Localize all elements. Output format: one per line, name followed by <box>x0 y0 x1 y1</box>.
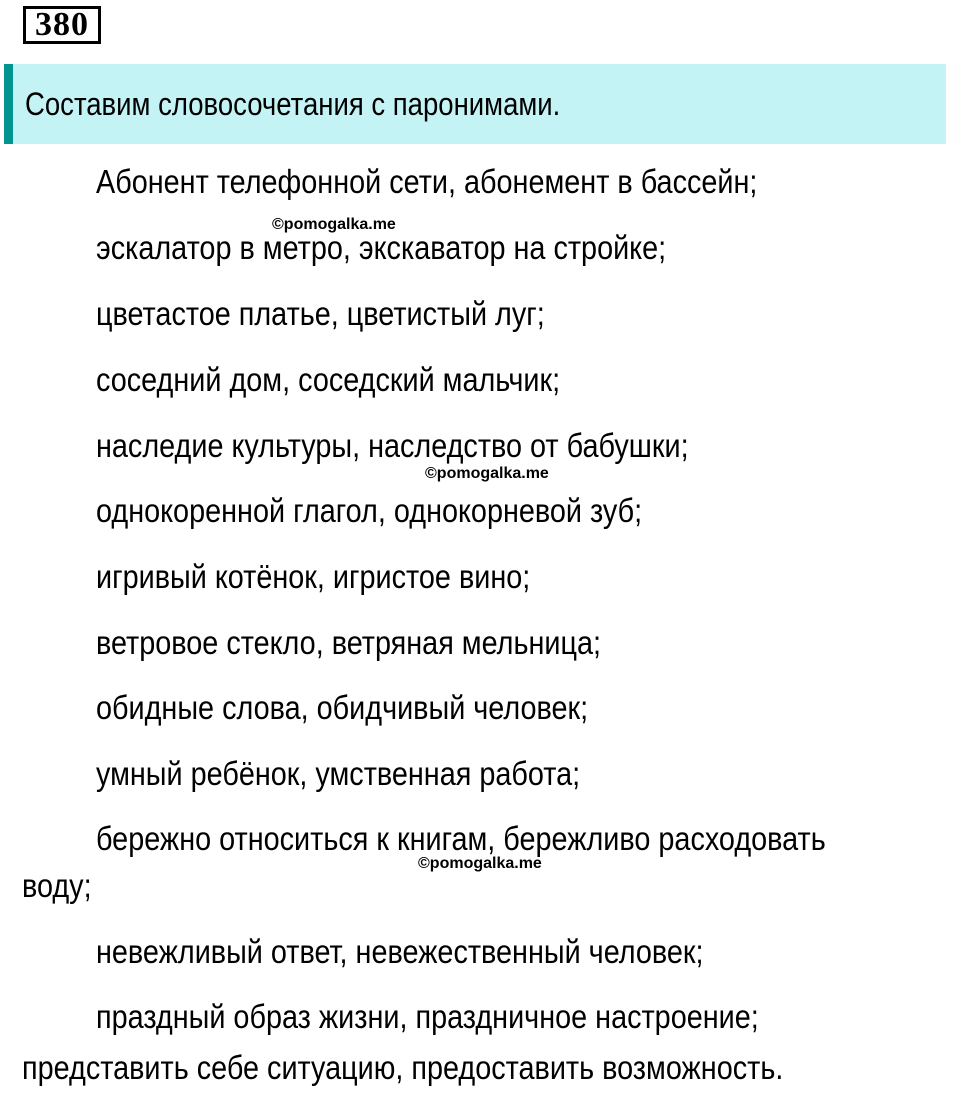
answer-line: цветастое платье, цветистый луг; <box>96 296 545 333</box>
answer-line: эскалатор в метро, экскаватор на стройке; <box>96 230 667 267</box>
answer-line: игривый котёнок, игристое вино; <box>96 559 531 596</box>
watermark: ©pomogalka.me <box>425 465 549 482</box>
answer-line: обидные слова, обидчивый человек; <box>96 690 589 727</box>
watermark: ©pomogalka.me <box>272 216 396 233</box>
task-banner <box>4 64 946 144</box>
answer-line: ветровое стекло, ветряная мельница; <box>96 625 602 662</box>
task-instruction: Составим словосочетания с паронимами. <box>25 86 561 122</box>
answer-line: соседний дом, соседский мальчик; <box>96 362 561 399</box>
answer-line: воду; <box>22 868 92 905</box>
answer-line: Абонент телефонной сети, абонемент в бассейн; <box>96 164 758 201</box>
answer-line: представить себе ситуацию, предоставить возможность. <box>22 1050 784 1087</box>
answer-line: праздный образ жизни, праздничное настроение; <box>96 999 759 1036</box>
answer-line: однокоренной глагол, однокорневой зуб; <box>96 493 643 530</box>
answer-line: бережно относиться к книгам, бережливо расходовать <box>96 821 826 858</box>
answer-line: наследие культуры, наследство от бабушки; <box>96 428 689 465</box>
answer-line: умный ребёнок, умственная работа; <box>96 756 581 793</box>
watermark: ©pomogalka.me <box>418 855 542 872</box>
answer-line: невежливый ответ, невежественный человек; <box>96 934 704 971</box>
exercise-number: 380 <box>23 6 101 44</box>
